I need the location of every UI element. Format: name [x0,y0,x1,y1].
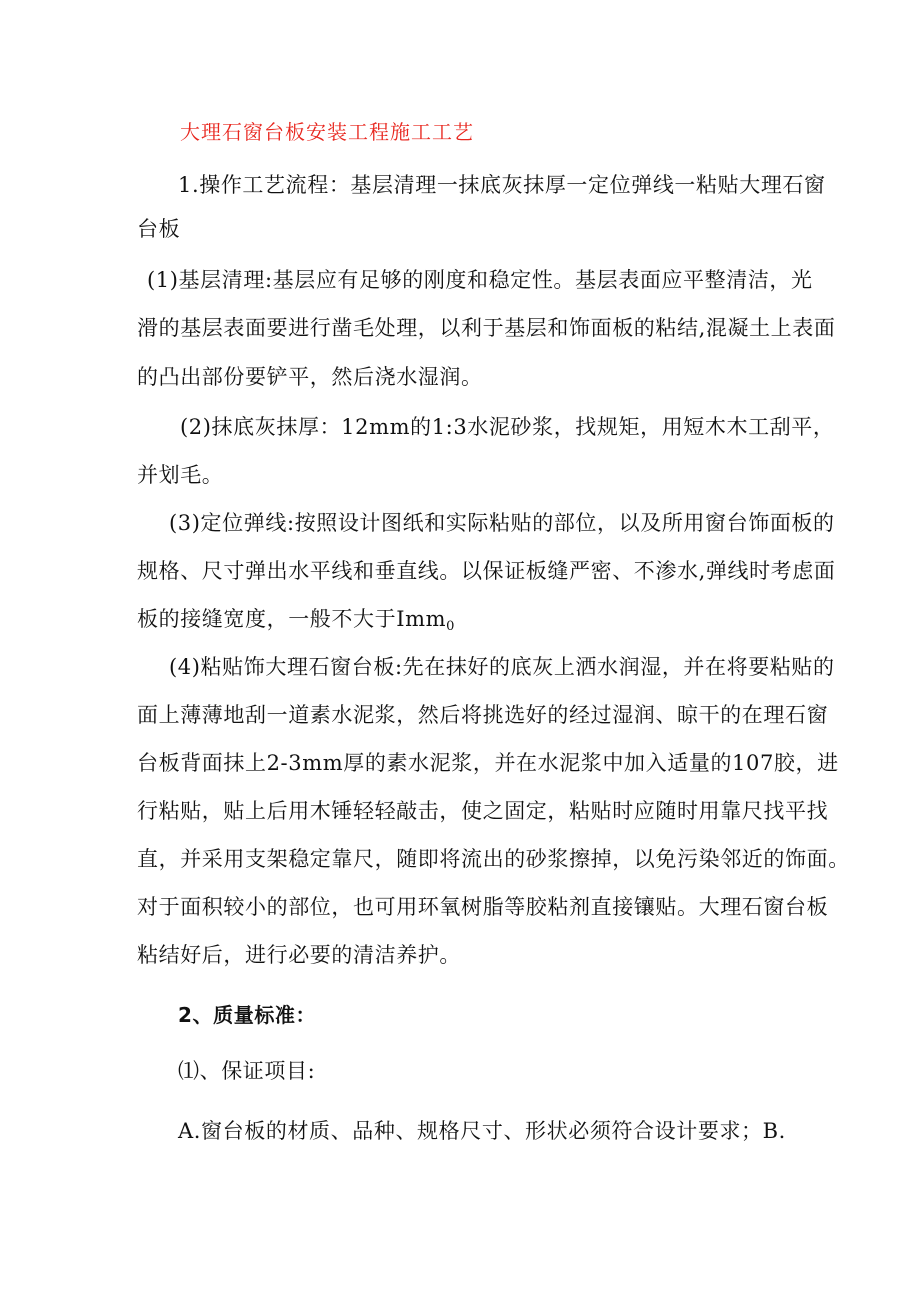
paragraph-line: 的凸出部份要铲平，然后浇水湿润。 [137,365,483,389]
document-title: 大理石窗台板安装工程施工工艺 [180,120,474,144]
paragraph-line: 并划毛。 [137,463,224,487]
paragraph-line: 规格、尺寸弹出水平线和垂直线。以保证板缝严密、不渗水,弹线时考虑面 [137,559,836,583]
paragraph-line: A.窗台板的材质、品种、规格尺寸、形状必须符合设计要求；B. [178,1119,786,1143]
paragraph-line: (2)抹底灰抹厚：12mm的1:3水泥砂浆，找规矩，用短木木工刮平， [180,415,835,439]
paragraph-line: 台板 [137,217,181,241]
section-heading: 2、质量标准： [178,1003,317,1027]
paragraph-line: 粘结好后，进行必要的清洁养护。 [137,943,461,967]
paragraph-line [137,605,455,641]
paragraph-line: 直，并采用支架稳定靠尺，随即将流出的砂浆擦掉，以免污染邻近的饰面。 [137,847,850,871]
paragraph-line: (4)粘贴饰大理石窗台板:先在抹好的底灰上洒水润湿，并在将要粘贴的 [169,655,835,679]
subsection-heading: ⑴、保证项目: [178,1059,316,1083]
paragraph-line: (1)基层清理:基层应有足够的刚度和稳定性。基层表面应平整清洁，光 [147,268,813,292]
paragraph-line: 面上薄薄地刮一道素水泥浆，然后将挑选好的经过湿润、晾干的在理石窗 [137,703,829,727]
paragraph-line: 1.操作工艺流程：基层清理一抹底灰抹厚一定位弹线一粘贴大理石窗 [178,173,826,197]
line-text: 板的接缝宽度，一般不大于Imm [137,607,447,631]
paragraph-line: 台板背面抹上2-3mm厚的素水泥浆，并在水泥浆中加入适量的107胶，进 [137,751,839,775]
paragraph-line: (3)定位弹线:按照设计图纸和实际粘贴的部位，以及所用窗台饰面板的 [169,511,835,535]
paragraph-line: 行粘贴，贴上后用木锤轻轻敲击，使之固定，粘贴时应随时用靠尺找平找 [137,799,829,823]
paragraph-line: 滑的基层表面要进行凿毛处理，以利于基层和饰面板的粘结,混凝土上表面 [137,316,836,340]
paragraph-line: 对于面积较小的部位，也可用环氧树脂等胶粘剂直接镶贴。大理石窗台板 [137,895,829,919]
subscript-text: 0 [446,619,455,634]
